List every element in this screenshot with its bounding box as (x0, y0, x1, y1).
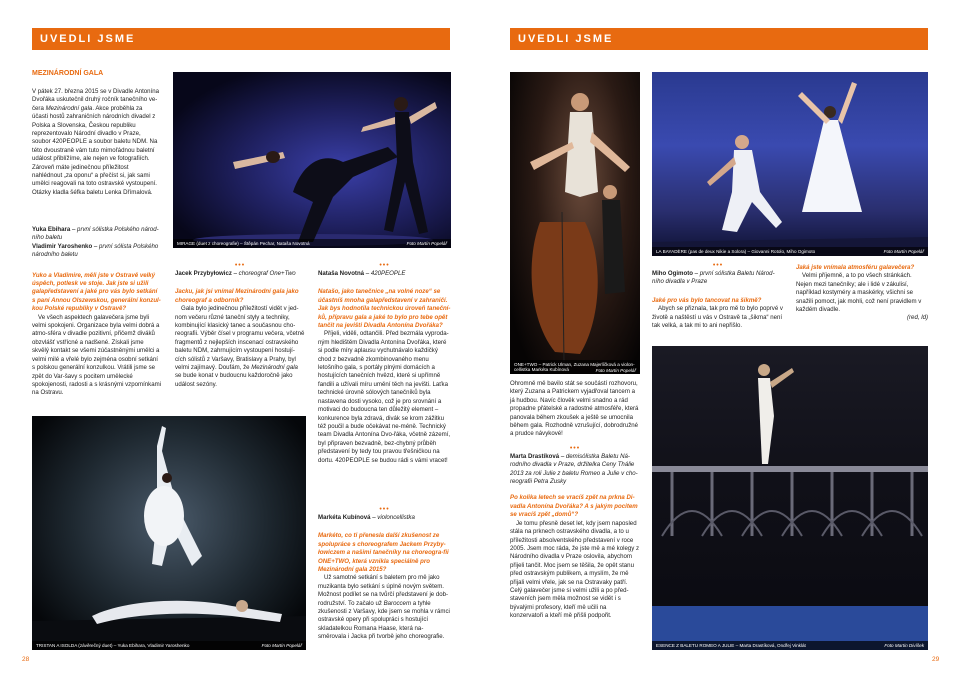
mirage-credit: Foto Martin Popelář (406, 241, 447, 246)
tristan-credit: Foto Martin Popelář (261, 643, 302, 648)
romeo-caption-text: ESENCE Z BALETU ROMEO A JULIE – Marta Drastíková, Ondřej Vinklát (656, 643, 806, 648)
jacek-answer-end: se bude konat v budoucnu každoročně jako událost sezóny. (175, 372, 293, 388)
jacek-dots: ••• (234, 262, 246, 269)
marta-answer: Je tomu přesně deset let, kdy jsem naposled stála na prknech ostravského divadla, a to u příležitosti absolventského představení v roce 2005. Jsem moc ráda, že jste mě a mé kolegy z Národního divadla v Praze oslovila, abychom přijeli tančit. Moc jsem se těšila, že opět stanu před ostravským publikem, a myslím, že mě přijali velmi vřele, jak se na Ostravaky patří. Celý galavečer jsme si velmi užili a po před-staveních jsem měla možnost se vidět i s bývalými profesory, kteří mě učili na konzervatoři a kteří mě přišli podpořit. (510, 519, 640, 620)
yuka-answer: Ve všech aspektech galavečera jsme byli velmi spokojeni. Organizace byla velmi dobrá a atmo-sféra v divadle pozitivní, přičemž diváků obzvlášť vstřícné a nadšené. Získali jsme skvělý kontakt se všemi zúčastněnými umělci a velmi milé a vřelé bylo zejména osobní setkání s polskou generální konzulkou. Vrátili jsme se zpět do Var-šavy s pocitem umělecké spokojenosti, radosti a s krásnými vzpomínkami na Ostravu. (32, 313, 162, 397)
atmosphere-question: Jaká jste vnímala atmosféru galavečera? (796, 264, 915, 271)
intro-p1a: V pátek 27. března 2015 se v Divadle Antonína Dvořáka uskutečnil druhý ročník tanečního ve-čera (32, 88, 160, 112)
marketa-answer-continued: Ohromně mě bavilo stát se součástí rozhovoru, který Zuzana a Patrickem vyjadřoval tancem a já hudbou. Navíc člověk velmi snadno a rád propadne přátelské a radostné atmosféře, která panovala během zkoušek a ještě se umocnila během gala. Rozhodně vzrušující, dobrodružné a prudce návykové! (510, 380, 639, 438)
bayadere-dancers-illustration (652, 72, 928, 256)
bayadere-credit: Foto Martin Popelář (883, 249, 924, 254)
section-title: MEZINÁRODNÍ GALA (32, 70, 104, 77)
jacek-answer: Gala bylo jedinečnou příležitostí vidět v jed-nom večeru různé taneční styly a techniky, kombinující klasický tanec a současnou cho-reografii. Výběr čísel v programu večera, včetně fragmentů z nejlepších inscenací ostravského baletu NDM, zahrnujícím vystoupení hostují-cích sólistů z Varšavy, Bratislavy a Prahy, byl velmi zajímavý. Doufám, že (175, 305, 305, 372)
natasa-role: – 420PEOPLE (364, 270, 406, 277)
romeo-credit: Foto Martin Divíšek (884, 643, 924, 648)
yuka-name: Yuka Ebihara (32, 226, 71, 233)
marketa-dots: ••• (379, 506, 390, 513)
jacek-role: – choreograf One+Two (231, 270, 296, 277)
marta-column (510, 380, 640, 621)
atmosphere-column (796, 264, 928, 323)
vladimir-role: – první sólista Polského národního baletu (32, 242, 159, 259)
left-header-text: UVEDLI JSME (40, 33, 136, 45)
page-number-right: 29 (932, 656, 940, 663)
marketa-answer-it: Baroccem (383, 599, 412, 607)
romeo-dancers-illustration (652, 346, 928, 650)
yuka-column (32, 226, 162, 398)
mirage-caption-text: MIRAGE (duet z choreografie) – Štěpán Pechar, Nataša Novotná (177, 241, 310, 246)
marta-name: Marta Drastíková (510, 452, 560, 460)
natasa-question: Natašo, jako tanečnice „na volné noze“ se účastníš mnoha galapředstavení v zahraničí. Jak bys hodnotila technickou úroveň taneční-ků, přípravu gala a jaké to bylo pro tebe opět tančit na jevišti Divadla Antonína Dvořáka? (318, 288, 451, 330)
mirage-photo (173, 72, 451, 248)
yuka-question: Yuko a Vladimire, měli jste v Ostravě velký úspěch, potlesk ve stoje. Jak jste si užili galapředstavení a jaké pro vás bylo setkání s paní Annou Olszewskou, generální konzul-kou Polské republiky v Ostravě? (32, 271, 161, 313)
bayadere-photo (652, 72, 928, 256)
tristan-caption-text: TRISTAN A ISOLDA (závěrečný duet) – Yuka Ebihara, Vladimir Yaroshenko (36, 643, 190, 648)
jacek-column (175, 262, 305, 389)
miho-answer: Abych se přiznala, tak pro mě to bylo poprvé v životě a naštěstí u vás v Ostravě ta „šikma“ není tak velká, a tak mi to ani nepřišlo. (652, 305, 783, 330)
marta-question: Po kolika letech se vracíš zpět na prkna Di-vadla Antonína Dvořáka? A s jakým pocitem se vracíš zpět „domů“? (510, 494, 638, 519)
bayadere-caption-text: LA BAYADÈRE (pas de deux Nikie a Solora) – Giovanni Rotolo, Miho Ogimoto (656, 249, 816, 254)
romeo-caption (652, 641, 928, 650)
tristan-dancers-illustration (32, 416, 306, 650)
vladimir-name: Vladimir Yaroshenko (32, 242, 93, 250)
miho-role: – první sólistka Baletu Národ-ního divadla v Praze (652, 270, 775, 286)
miho-question: Jaké pro vás bylo tancovat na šikmě? (652, 296, 762, 304)
miho-name: Miho Ogimoto (652, 270, 693, 277)
marketa-column (318, 506, 451, 642)
intro-p1c: . Akce proběhla za účasti hostů zahraničních národních divadel z Polska a Slovenska, Českou republiku reprezentovalo Národní divadlo v Praze, soubor 420PEOPLE a soubor baletu NDM. Na této dvoustraně vám tuto mimořádnou baletní událost přiblížíme, ale nejen ve fotografiích. Zároveň máte jedinečnou příležitost nahlédnout „za oponu“ a přečíst si, jak sami umělci reagovali na toto ostravské vystoupení. Otázky kladla šéfka baletu Lenka Dřímalová. (32, 104, 158, 196)
intro-text (32, 88, 160, 197)
marketa-answer: Už samotné setkání s baletem pro mě jako muzikanta bylo setkání s úplně novým světem. Možnost podílet se na tvůrčí představení je dob-rodružství. To začalo už (318, 574, 449, 607)
author-sign: (red, ld) (907, 314, 928, 322)
marketa-name: Markéta Kubínová (318, 514, 371, 521)
mirage-dancers-illustration (173, 72, 451, 248)
marketa-question: Markéto, co ti přenesla další zkušenost ze spolupráce s choreografem Jackem Przyby-łowiczem a našimi tanečníky na choreogra-fii ONE+TWO, která vznikla speciálně pro Mezinárodní gala 2015? (318, 532, 449, 574)
marta-dots: ••• (569, 444, 581, 452)
miho-dots: ••• (712, 262, 724, 269)
cello-caption (510, 360, 640, 374)
marketa-role: – violoncellistka (370, 514, 415, 521)
cello-credit: Foto Martin Popelář (595, 368, 636, 373)
intro-p1b: Mezinárodní gala (45, 104, 93, 112)
jacek-question: Jacku, jak jsi vnímal Mezinárodní gala jako choreograf a odborník? (175, 288, 299, 304)
mirage-caption (173, 239, 451, 248)
tristan-photo (32, 416, 306, 650)
jacek-name: Jacek Przybyłowicz (175, 270, 232, 277)
tristan-caption (32, 641, 306, 650)
marta-role: – demisólistka Baletu Ná-rodního divadla v Praze, držitelka Ceny Thálie 2013 za roli Julie z baletu Romeo a Julie v cho-reografii Petra Zusky (510, 452, 638, 486)
yuka-role: – první sólistka Polského národ-ního baletu (32, 226, 159, 242)
cello-caption-text: ONE+TWO – Patrick Ulman, Zuzana Majerlíčková a violon-cellistka Markéta Kubínová (514, 362, 635, 372)
natasa-dots: ••• (379, 262, 390, 269)
natasa-name: Nataša Novotná (318, 270, 365, 277)
cello-dancers-illustration (510, 72, 640, 374)
marketa-answer-end: a tyhle zkušenosti z Varšavy, kde jsem se mohla v rámci ostravské opery při spolupráci s hostující skladatelkou Romana Haase, která na-směrovala i Jacka při tvorbě jeho choreografie. (318, 599, 450, 641)
cello-photo (510, 72, 640, 374)
atmosphere-answer: Velmi příjemně, a to po všech stránkách. Nejen mezi tanečníky; ale i lidé v zákulisí, například kostyméry a maskérky, všichni se snažili pomoct, jak mohli, což není pravidlem v každém divadle. (796, 272, 922, 314)
natasa-column (318, 262, 451, 465)
bayadere-caption (652, 247, 928, 256)
right-section-header (510, 28, 928, 50)
miho-column (652, 262, 784, 330)
romeo-photo (652, 346, 928, 650)
right-header-text: UVEDLI JSME (518, 33, 614, 45)
jacek-answer-it: Mezinárodní gala (251, 364, 298, 372)
page-number-left: 28 (22, 656, 30, 663)
natasa-answer: Příjeli, viděli, odtančili. Před bezmála vyproda-ným hledištěm Divadla Antonína Dvořáka, které si podle míry aplausu vychutnávalo každičký chod z bezvadně zkombinovaného menu letošního gala, s portály plnými domácích a hostujících tanečních hvězd, které si upřímně fandili a užívali míru umění těch na jevišti. Laťka technické úrovně sólových tanečníků byla nastavena dosti vysoko, což je pro srovnání a motivaci do budoucna ten důležitý element – konkurence byla zdravá, divák se krom zážitku též poučil a bude očekávat ne-méně. Technický team Divadla Antonína Dvo-řáka, včetně zázemí, byl připraven bezvadně, bez-chybný průběh představení by tedy tou pravou třešničkou na dortu. 420PEOPLE se budou rádi s vámi vracet! (318, 330, 451, 464)
left-section-header (32, 28, 450, 50)
